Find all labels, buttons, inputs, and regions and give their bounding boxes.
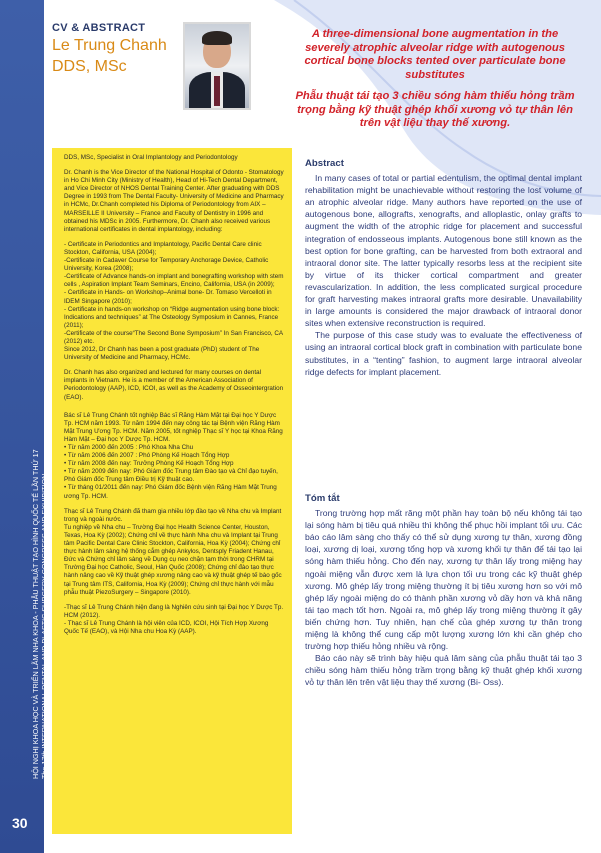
cv-paragraph: Dr. Chanh is the Vice Director of the National Hospital of Odonto - Stomatology in Ho Chi Minh City (Ministry of Health), Head of Hi-Tech Dental Department, and Vice Director of NHOS Dental Training Center. After graduating with DDS Degree in 1993 from The Dental Faculty- University of Medicine and Pharmacy in HCMc, Dr.Chanh completed his Diploma of Periodontology from AIX – MARSEILLE II University – France and Faculty of Dentistry in 1996 and obtained his MDSc in 2005. Furthermore, Dr. Chanh also received various international certificates in dental implantology, including:: [64, 169, 284, 233]
congress-title-en: The 17th INTERNATIONAL DENTAL AND PLASTIC SURGERY CONGRESS AND EXHIBITION: [40, 473, 49, 779]
page-number: 30: [12, 815, 28, 831]
article-titles: [290, 28, 580, 131]
abstract-paragraph: In many cases of total or partial edentulism, the optimal dental implant rehabilitation might be unachievable without restoring the lost volume of an atrophic alveolar ridge. Many authors have reported on the use of autogenous bone, allografts, xenografts, and alloplastic, onlay grafts to augment the width of the atrophic ridge for placement and successful integration of endosseous implants. Autogenous bone still known as the best option for bone grafting, can be harvested from both extraoral and intraoral donor site. The latter typically resorbs less at the recipient site by virtue of its thicker cortical compartment and greater revascularization. In addition, the less complicated surgical procedure for graft harvesting makes intraoral grafts more desirable. Unavailability in large amounts is considered the major drawback of intraoral donor sites when extensive reconstruction is required.: [305, 173, 582, 329]
summary-section: [305, 493, 582, 689]
summary-paragraph: Báo cáo này sẽ trình bày hiệu quả lâm sàng của phẫu thuật tái tạo 3 chiều sóng hàm thiếu hỏng trầm trọng bằng kỹ thuật ghép khối xương vỏ tự thân lên trên vật liệu thay thế xương (Bi- Oss).: [305, 653, 582, 688]
cv-paragraph: Bác sĩ Lê Trung Chánh tốt nghiệp Bác sĩ Răng Hàm Mặt tại Đại học Y Dược Tp. HCM năm 1993. Từ năm 1994 đến nay công tác tại Bệnh viện Răng Hàm Mặt Trung Ương Tp. HCM. Năm 2005, tốt nghiệp Thạc sĩ Y học tại Khoa Răng Hàm Mặt – Đại học Y Dược Tp. HCM. • Từ năm 2000 đến 2005 : Phó Khoa Nha Chu • Từ năm 2006 đến 2007 : Phó Phòng Kế Hoạch Tổng Hợp • Từ năm 2008 đến nay: Trưởng Phòng Kế Hoạch Tổng Hợp • Từ năm 2009 đến nay: Phó Giám đốc Trung tâm Đào tạo và Chỉ đạo tuyến, Phó Giám đốc Trung tâm Điều trị Kỹ thuật cao. • Từ tháng 01/2011 đến nay: Phó Giám đốc Bệnh viện Răng Hàm Mặt Trung ương Tp. HCM.: [64, 411, 283, 500]
congress-vertical-title: [31, 359, 49, 779]
title-english: A three-dimensional bone augmentation in the severely atrophic alveolar ridge with autogenous cortical bone blocks tented over particulate bone substitutes: [304, 28, 566, 81]
cv-paragraph: Thạc sĩ Lê Trung Chánh đã tham gia nhiều lớp đào tạo về Nha chu và Implant trong và ngoài nước. Tu nghiệp về Nha chu – Trường Đại học Health Science Center, Houston, Texas, Hoa Kỳ (2002); Chứng chỉ về thực hành Nha chu và Implant tại Trung tâm Pacific Dental Care Clinic Stockton, California, Hoa Kỳ (2004); Chứng chỉ thực hành lâm sàng hệ thống cắm ghép Ankylos, Dentsply Friadent Hanau, Đức và Chứng chỉ lâm sàng về Dụng cụ neo chặn tạm thời trong CHRM tại Trường Đại học Catholic, Seoul, Hàn Quốc (2008); Chứng chỉ đào tạo thực hành nâng cao về Kỹ thuật ghép xương nâng cao và kỹ thuật ghép tế bào gốc tại Trung tâm ITS, California, Hoa Kỳ (2009); Chứng chỉ thực hành với mẫu phẫu thuật PiezoSurgery – Singapore (2010).: [64, 507, 282, 596]
abstract-paragraph: The purpose of this case study was to evaluate the effectiveness of using an intraoral cortical block graft in combination with particulate bone substitutes, in a “tenting” fashion, to augment large intraoral alveolar ridge defects for implant placement.: [305, 330, 582, 377]
author-name: Le Trung Chanh: [52, 37, 167, 54]
title-vietnamese: Phẫu thuật tái tạo 3 chiều sóng hàm thiếu hỏng trầm trọng bằng kỹ thuật ghép khối xương vỏ tự thân lên trên vật liệu thay thế xương.: [295, 90, 575, 129]
author-photo: [183, 22, 251, 110]
abstract-section: [305, 158, 582, 378]
author-degree: DDS, MSc: [52, 58, 127, 75]
cv-paragraph: Dr. Chanh has also organized and lectured for many courses on dental implants in Vietnam. He is a member of the American Association of Periodontology (AAP), ICD, ICOI, as well as the Academy of Osseointergration (EAO).: [64, 369, 284, 401]
cv-paragraph: - Certificate in Periodontics and Implantology, Pacific Dental Care clinic Stockton, California, USA (2004); -Certificate in Cadaver Course for Temporary Anchorage Device, Catholic University, Korea (2008); -Certificate of Advance hands-on implant and bonegrafting workshop with stem cells , Aspiration Implant Team Seminars, Encino, California, USA (in 2009); - Certificate in Hands- on Workshop–Animal bone- Dr. Tomaso Vercelloti in IDEM Singapore (2010); - Certificate in hands-on workshop on “Ridge augmentation using bone block: Indications and techniques” at The Osteology Symposium in Cannes, France (2011); -Certificate of the course“The Second Bone Symposium” In San Francisco, CA (2012) etc. Since 2012, Dr Chanh has been a post graduate (PhD) student of The University of Medicine and Pharmacy, HCMc.: [64, 240, 284, 362]
congress-title-vi: HỘI NGHỊ KHOA HỌC VÀ TRIỂN LÃM NHA KHOA - PHẪU THUẬT TẠO HÌNH QUỐC TẾ LẦN THỨ 17: [31, 449, 40, 779]
abstract-heading: Abstract: [305, 158, 344, 169]
cv-paragraph: -Thạc sĩ Lê Trung Chánh hiện đang là Nghiên cứu sinh tại Đại học Y Dược Tp. HCM (2012). - Thạc sĩ Lê Trung Chánh là hội viên của ICD, ICOI, Hội Tích Hợp Xương Quốc Tế (EAO), và Hội Nha chu Hoa Kỳ (AAP).: [64, 603, 284, 635]
summary-paragraph: Trong trường hợp mất răng một phần hay toàn bộ nếu không tái tạo lại sóng hàm bị tiêu quá nhiều thì không thể phục hồi implant tối ưu. Các báo cáo lâm sàng cho thấy có thể sử dụng xương tự thân, xương đồng loại, xương dị loại, xương tổng hợp và xương khối tự thân để tái tạo lại sóng hàm thiếu hỏng. Cho đến nay, xương tự thân lấy trong miệng hay ngoài miệng vẫn được xem là lựa chọn tối ưu trong các kỹ thuật ghép xương. Mô ghép lấy trong miệng thường ít bị tiêu xương hơn so với mô ghép lấy ngoài miệng do có thành phần xương vỏ dầy hơn và khả năng tái tạo mạch tốt hơn. Ngoài ra, mô ghép lấy trong miệng thường ít gây biến chứng hơn. Tuy nhiên, hạn chế của ghép xương tự thân trong miệng là không thể cung cấp một lượng xương lớn khi cần ghép cho trường hợp thiếu hỏng nhiều và rộng.: [305, 508, 582, 652]
cv-paragraph: DDS, MSc, Specialist in Oral Implantology and Periodontology: [64, 154, 238, 161]
summary-heading: Tóm tắt: [305, 493, 340, 504]
section-tag: CV & ABSTRACT: [52, 22, 146, 34]
cv-text: [64, 154, 284, 643]
left-sidebar-band: [0, 0, 49, 853]
